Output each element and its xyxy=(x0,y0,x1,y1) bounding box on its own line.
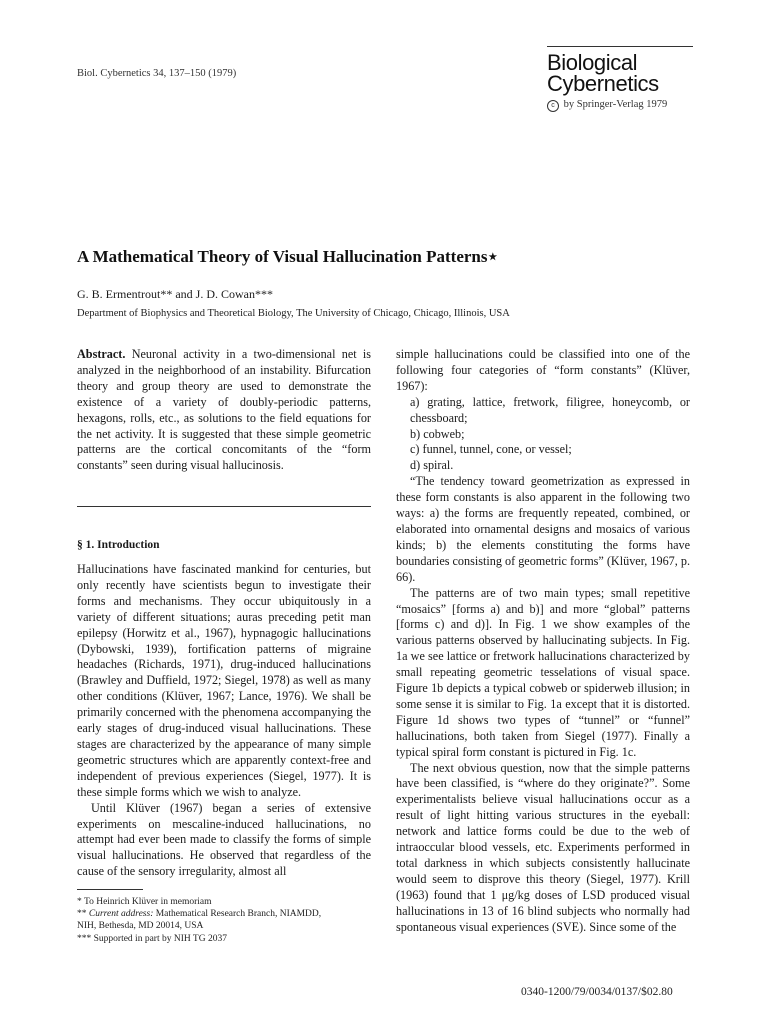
footnotes xyxy=(77,896,371,945)
footnote: *** Supported in part by NIH TG 2037 xyxy=(77,933,227,944)
list-item: b) cobweb; xyxy=(410,426,465,441)
paragraph: simple hallucinations could be classified into one of the following four categories of “form constants” (Klüver, 1967): xyxy=(396,347,690,393)
article-authors: G. B. Ermentrout** and J. D. Cowan*** xyxy=(77,287,273,301)
copyright-line xyxy=(547,99,693,112)
paragraph: The next obvious question, now that the simple patterns have been classified, is “where do they originate?”. Some experimentalists believe visual hallucinations occur as a result of light hitting various structures in the eyeball: network and lattice forms could be due to the web of intraoccular blood vessels, etc. Experiments performed in total darkness in which subjects consistently hallucinate would seem to disprove this theory (Siegel, 1977). Krill (1963) found that 1 μg/kg doses of LSD produced visual hallucinations in 13 of 16 blind subjects who normally had spontaneous visual experiences (SVE). Since some of the xyxy=(396,760,690,934)
article-affiliation: Department of Biophysics and Theoretical Biology, The University of Chicago, Chicago, Illinois, USA xyxy=(77,308,510,319)
journal-name-line1: Biological xyxy=(547,50,638,75)
footnote-rule xyxy=(77,889,143,890)
footnote: NIH, Bethesda, MD 20014, USA xyxy=(77,921,204,932)
list-item: c) funnel, tunnel, cone, or vessel; xyxy=(410,442,572,457)
section-heading: § 1. Introduction xyxy=(77,539,160,551)
paragraph: Until Klüver (1967) began a series of extensive experiments on mescaline-induced hallucinations, no attempt had ever been made to classify the forms of simple visual hallucinations. He observed that regardless of the cause of the sensory irregularity, almost all xyxy=(77,800,371,879)
footnote-marker: ** xyxy=(77,909,87,920)
copyright-text: by Springer-Verlag 1979 xyxy=(563,99,668,110)
footnote-current-text: Mathematical Research Branch, NIAMDD, xyxy=(155,909,322,920)
paragraph: “The tendency toward geometrization as expressed in these form constants is also apparent in the following two ways: a) the forms are frequently repeated, combined, or elaborated into ornamental designs and mosaics of various kinds; b) the elements constituting the forms have boundaries consisting of geometric forms” (Klüver, 1967, p. 66). xyxy=(396,474,690,584)
abstract-label: Abstract. xyxy=(77,347,126,361)
section-divider xyxy=(77,506,371,507)
article-title: A Mathematical Theory of Visual Hallucination Patterns⋆ xyxy=(77,247,499,266)
paragraph: Hallucinations have fascinated mankind for centuries, but only recently have scientists begun to investigate their forms and mechanisms. They occur ubiquitously in a variety of different situations; auras preceding petit man epilepsy (Horwitz et al., 1967), hypnagogic hallucinations (Dybowski, 1939), fortification patterns of migraine headaches (Richards, 1971), drug-induced hallucinations (Brawley and Duffield, 1972; Siegel, 1978) as well as many other conditions (Klüver, 1967; Lance, 1976). We shall be primarily concerned with the phenomena accompanying the early stages of drug-induced visual hallucinations. These stages are characterized by the appearance of many simple geometric structures which are apparently context-free and independent of previous experiences (Siegel, 1977). It is these simple forms which we wish to analyze. xyxy=(77,562,371,799)
list-item: d) spiral. xyxy=(410,458,454,473)
paragraph: The patterns are of two main types; small repetitive “mosaics” [forms a) and b)] and more “global” patterns [forms c) and d)]. In Fig. 1 we show examples of the various patterns observed by hallucinating subjects. In Fig. 1a we see lattice or fretwork hallucinations characterized by small repeating geometric tesselations of visual space. Figure 1b depicts a typical cobweb or spiderweb illusion; in some sense it is similar to Fig. 1a except that it is distorted. Figure 1d shows two types of “tunnel” or “funnel” hallucinations, both taken from Siegel (1977). Finally a typical spiral form constant is pictured in Fig. 1c. xyxy=(396,585,690,759)
price-code: 0340-1200/79/0034/0137/$02.80 xyxy=(521,986,673,998)
copyright-icon: c xyxy=(547,100,559,112)
journal-name-line2: Cybernetics xyxy=(547,71,659,96)
footnote-current-label: Current address: xyxy=(88,909,154,920)
journal-masthead xyxy=(547,46,693,112)
right-column xyxy=(396,347,690,936)
abstract-text: Neuronal activity in a two-dimensional net is analyzed in the neighborhood of an instability. Bifurcation theory and group theory are used to demonstrate the existence of a variety of doubly-periodic patterns, hexagons, rolls, etc., as solutions to the field equations for the net activity. It is suggested that these simple geometric patterns are the cortical concomitants of the “form constants” seen during visual hallucinosis. xyxy=(77,347,372,473)
footnote xyxy=(77,908,371,920)
introduction-left-column xyxy=(77,562,371,880)
list-item: a) grating, lattice, fretwork, filigree, honeycomb, or chessboard; xyxy=(410,394,690,425)
footnote: * To Heinrich Klüver in memoriam xyxy=(77,897,212,907)
abstract xyxy=(77,347,371,474)
journal-citation: Biol. Cybernetics 34, 137–150 (1979) xyxy=(77,68,237,79)
